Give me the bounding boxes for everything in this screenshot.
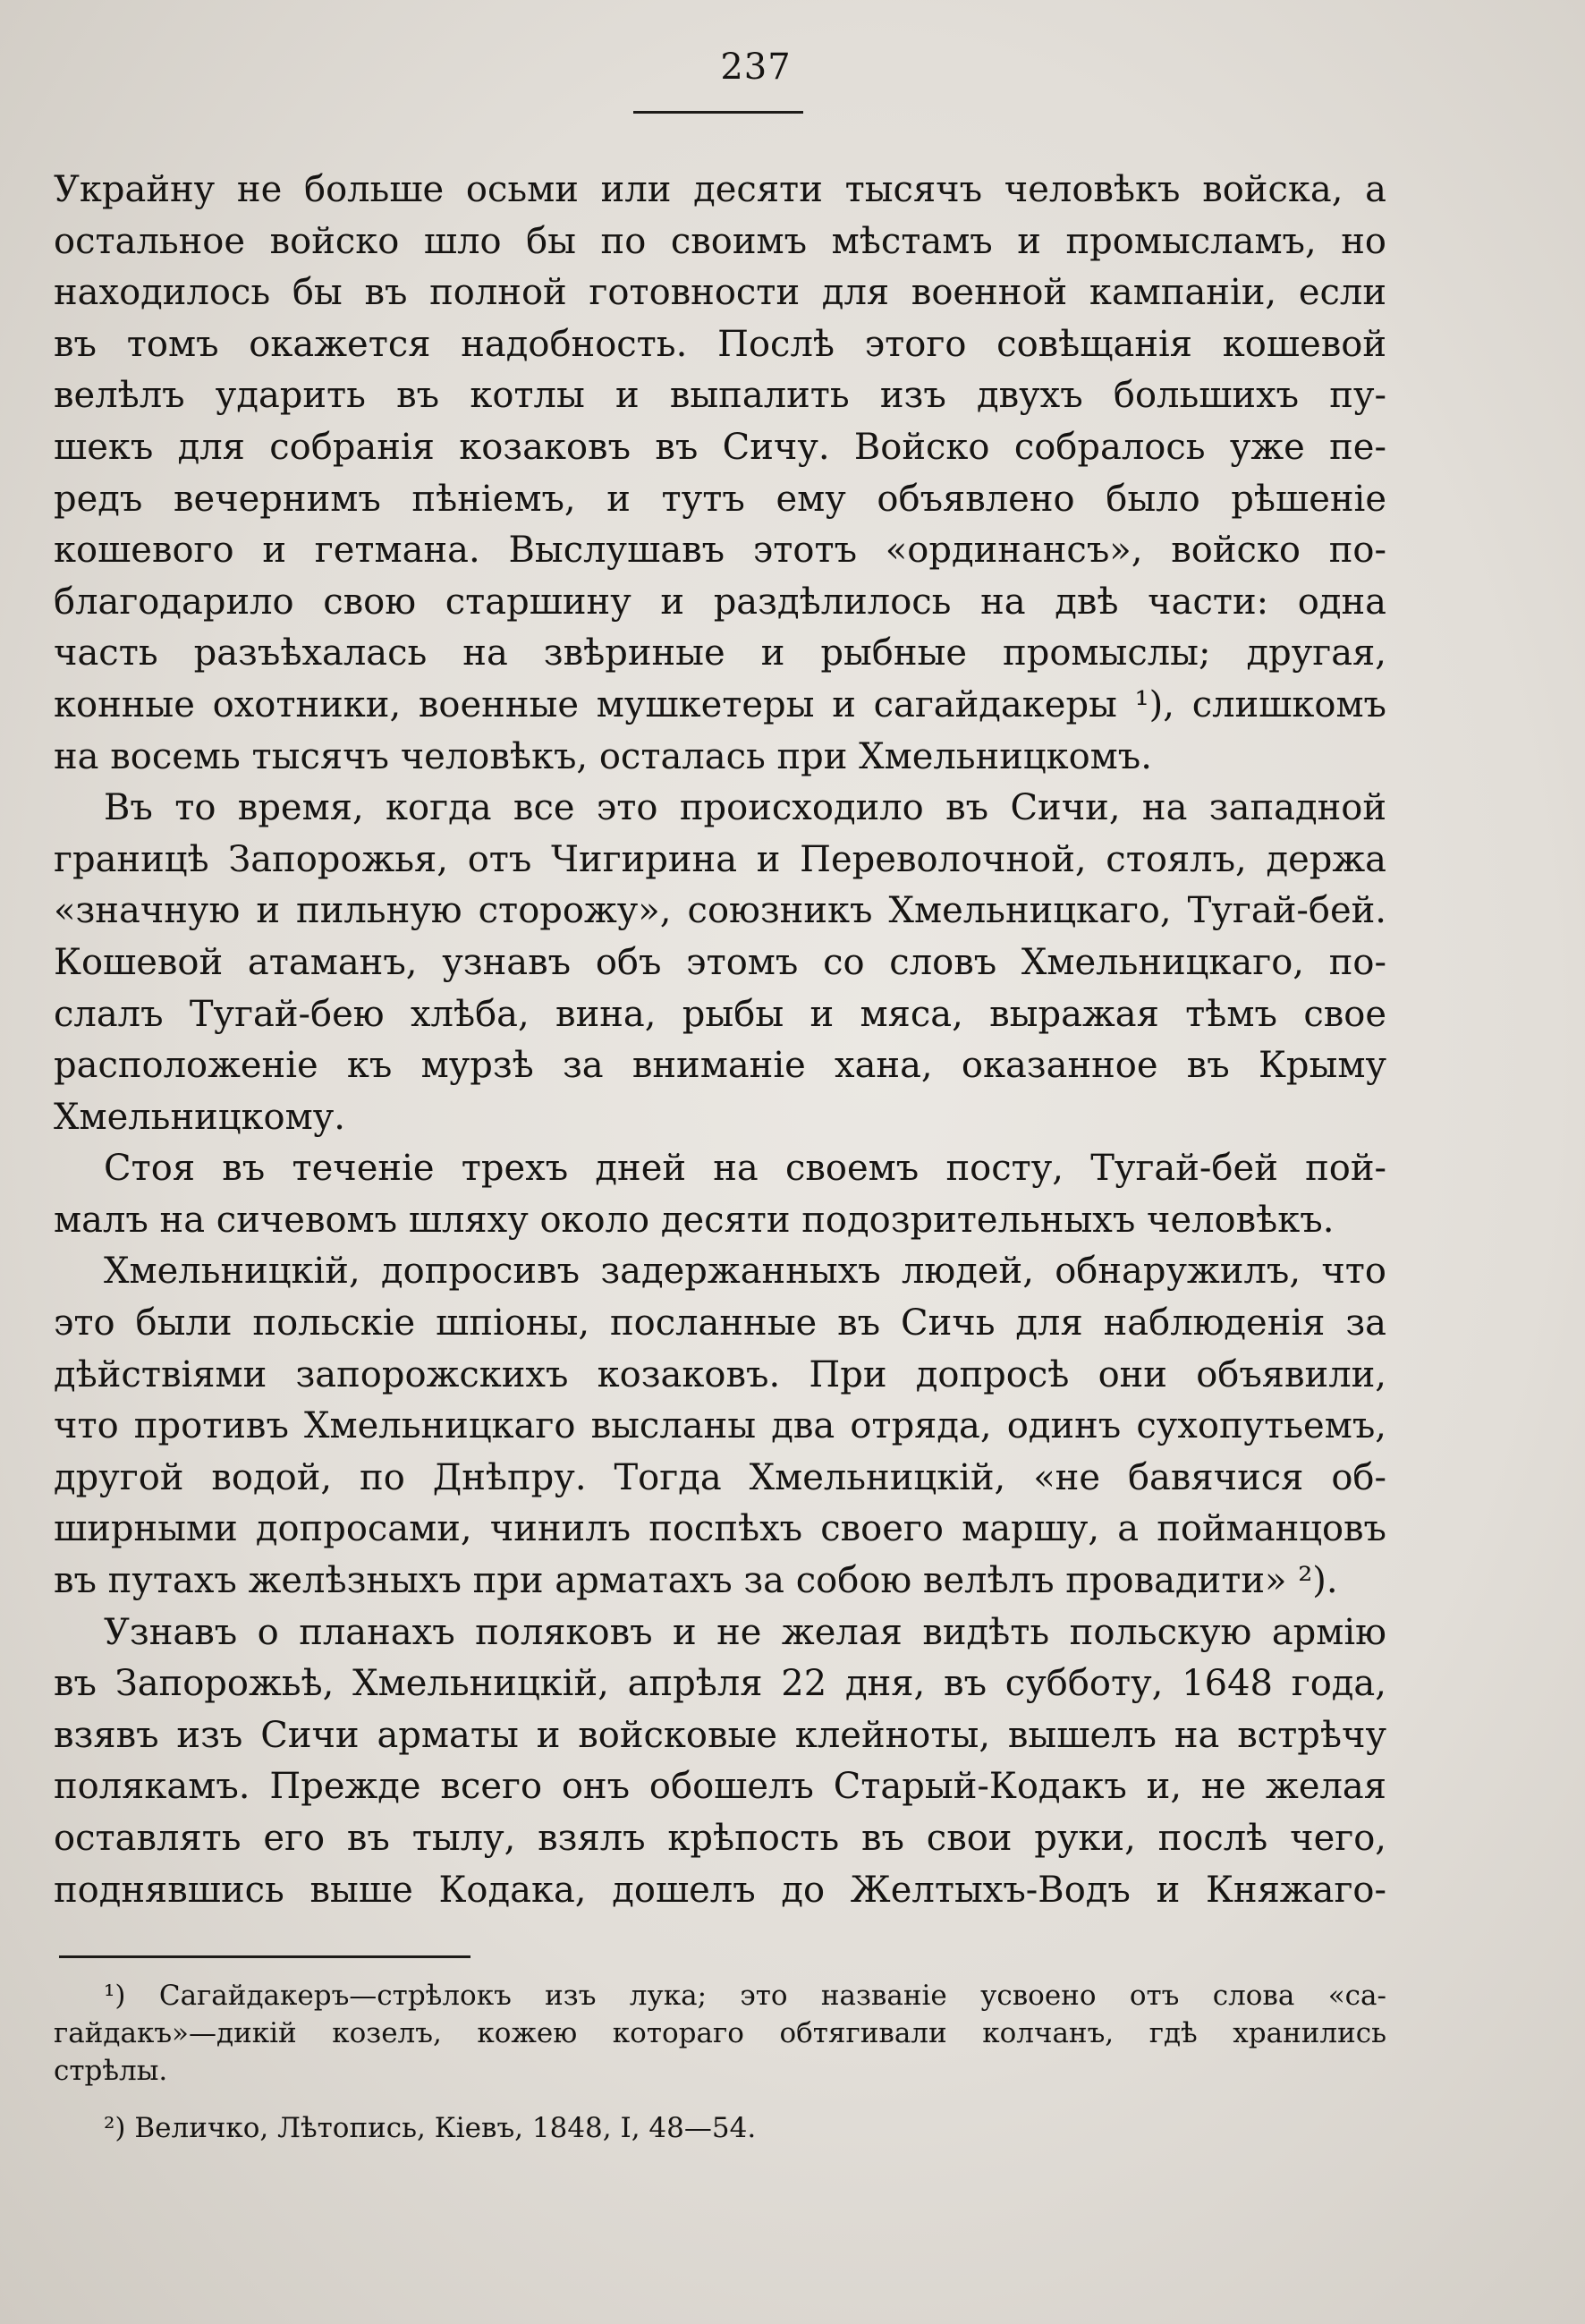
text-line: оставлять его въ тылу, взялъ крѣпость въ свои руки, послѣ чего, [54,1818,1386,1859]
paragraph-start-line: Стоя въ теченіе трехъ дней на своемъ посту, Тугай-бей пой- [104,1148,1386,1190]
text-line: слалъ Тугай-бею хлѣба, вина, рыбы и мяса, выражая тѣмъ свое [54,993,1386,1035]
footnote-1-line: стрѣлы. [54,2055,168,2087]
text-line: редъ вечернимъ пѣніемъ, и тутъ ему объявлено было рѣшеніе [54,478,1386,520]
text-line: въ путахъ желѣзныхъ при арматахъ за собою велѣлъ провадити» ²). [54,1560,1338,1602]
paragraph-start-line: Хмельницкій, допросивъ задержанныхъ людей, обнаружилъ, что [104,1251,1386,1293]
text-line: малъ на сичевомъ шляху около десяти подозрительныхъ человѣкъ. [54,1199,1335,1241]
body-text [54,165,1386,1916]
paragraph-start-line: Въ то время, когда все это происходило въ Сичи, на западной [104,787,1386,829]
text-line: въ Запорожьѣ, Хмельницкій, апрѣля 22 дня, въ субботу, 1648 года, [54,1663,1386,1705]
footnote-gap [54,2090,1386,2109]
text-line: находилось бы въ полной готовности для военной кампаніи, если [54,272,1386,314]
footnote-2-line: ²) Величко, Лѣтопись, Кіевъ, 1848, I, 48—54. [104,2112,757,2144]
text-line: Кошевой атаманъ, узнавъ объ этомъ со словъ Хмельницкаго, по- [54,941,1386,983]
page-number: 237 [720,47,792,88]
text-line: другой водой, по Днѣпру. Тогда Хмельницкій, «не бавячися об- [54,1456,1386,1498]
text-line: «значную и пильную сторожу», союзникъ Хмельницкаго, Тугай-бей. [54,890,1386,932]
footnotes [54,1977,1386,2147]
paragraph-start-line: Узнавъ о планахъ поляковъ и не желая видѣть польскую армію [104,1611,1386,1653]
text-line: конные охотники, военные мушкетеры и сагайдакеры ¹), слишкомъ [54,683,1386,725]
text-line: кошевого и гетмана. Выслушавъ этотъ «ординансъ», войско по- [54,530,1386,572]
text-line: взявъ изъ Сичи арматы и войсковые клейноты, вышелъ на встрѣчу [54,1714,1386,1756]
text-line: что противъ Хмельницкаго высланы два отряда, одинъ сухопутьемъ, [54,1405,1386,1447]
page-number-rule [633,111,803,114]
text-line: расположеніе къ мурзѣ за вниманіе хана, оказанное въ Крыму [54,1045,1386,1087]
text-line: шекъ для собранія козаковъ въ Сичу. Войско собралось уже пе- [54,426,1386,468]
text-line: благодарило свою старшину и раздѣлилось на двѣ части: одна [54,581,1386,623]
text-line: Хмельницкому. [54,1096,345,1138]
text-line: полякамъ. Прежде всего онъ обошелъ Старый-Кодакъ и, не желая [54,1766,1386,1808]
text-line: часть разъѣхалась на звѣриные и рыбные промыслы; другая, [54,632,1386,674]
text-line: Украйну не больше осьми или десяти тысячъ человѣкъ войска, а [54,169,1386,210]
footnote-1-line: ¹) Сагайдакеръ—стрѣлокъ изъ лука; это названіе усвоено отъ слова «са- [104,1980,1386,2012]
text-line: это были польскіе шпіоны, посланные въ Сичь для наблюденія за [54,1302,1386,1344]
footnote-1-line: гайдакъ»—дикій козелъ, кожею котораго обтягивали колчанъ, гдѣ хранились [54,2017,1386,2049]
text-line: ширными допросами, чинилъ поспѣхъ своего маршу, а пойманцовъ [54,1508,1386,1550]
text-line: границѣ Запорожья, отъ Чигирина и Переволочной, стоялъ, держа [54,838,1386,880]
text-line: поднявшись выше Кодака, дошелъ до Желтыхъ-Водъ и Княжаго- [54,1869,1386,1911]
text-line: остальное войско шло бы по своимъ мѣстамъ и промысламъ, но [54,220,1386,262]
footnote-separator [59,1955,470,1958]
text-line: въ томъ окажется надобность. Послѣ этого совѣщанія кошевой [54,323,1386,365]
text-line: велѣлъ ударить въ котлы и выпалить изъ двухъ большихъ пу- [54,375,1386,417]
text-line: дѣйствіями запорожскихъ козаковъ. При допросѣ они объявили, [54,1353,1386,1395]
text-line: на восемь тысячъ человѣкъ, осталась при Хмельницкомъ. [54,735,1152,777]
